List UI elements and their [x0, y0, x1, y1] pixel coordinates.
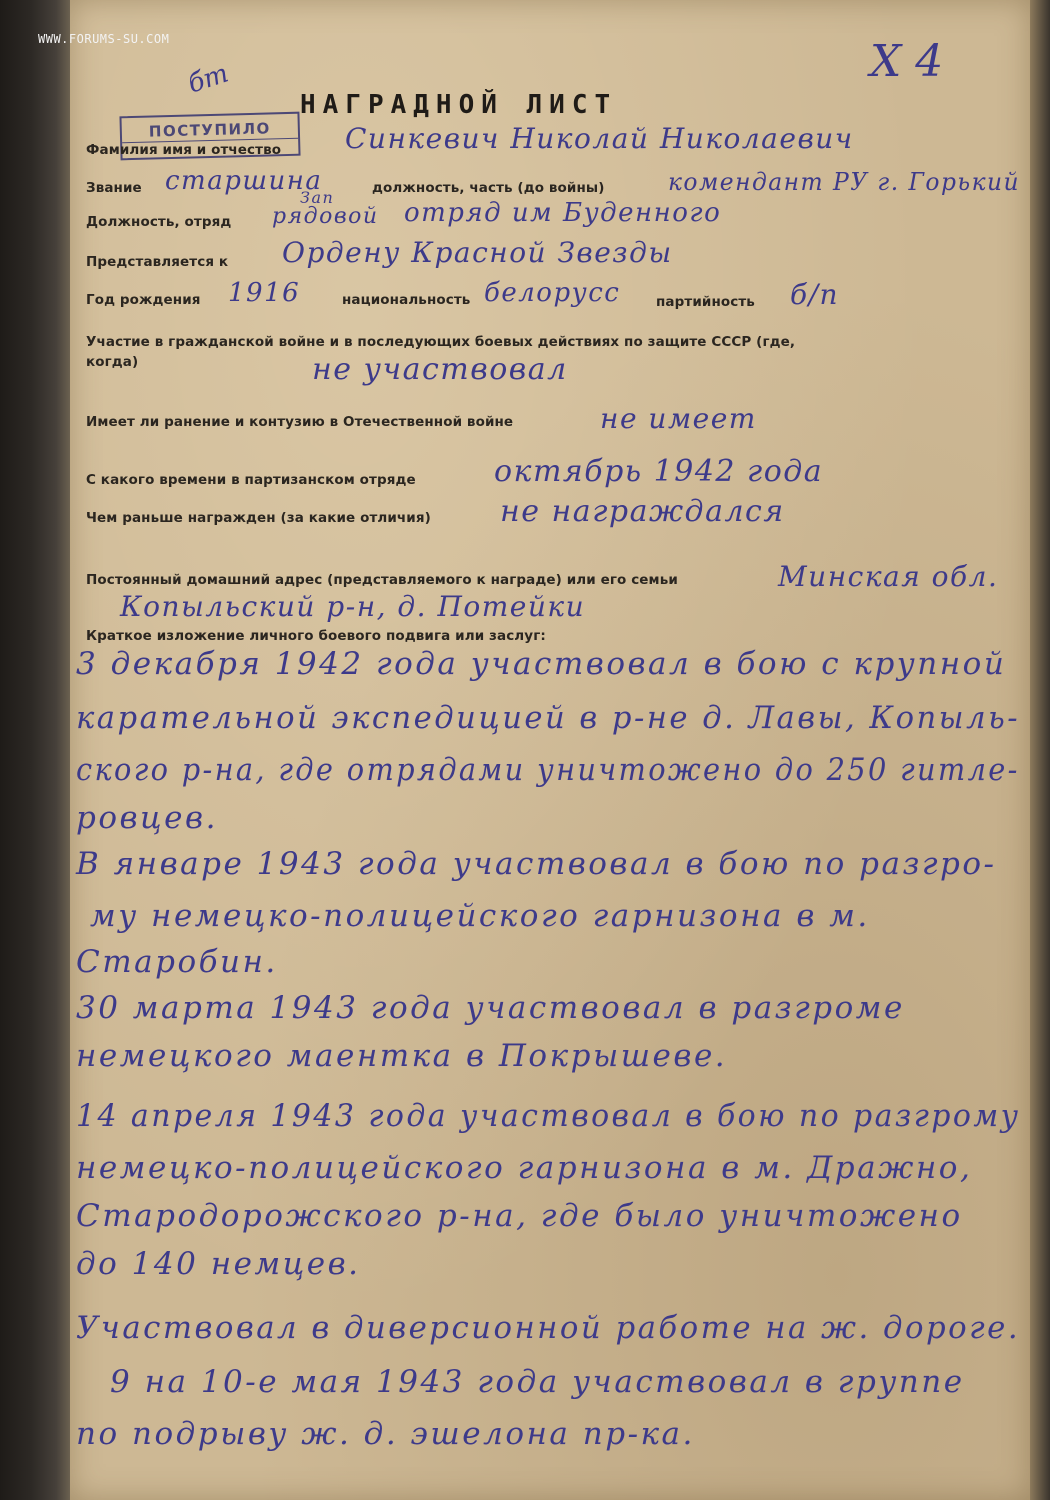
feat-line: ровцев.	[76, 800, 218, 836]
stamp-label: ПОСТУПИЛО	[148, 119, 272, 141]
civilwar-label-line1: Участие в гражданской войне и в последующих боевых действиях по защите СССР (где,	[86, 334, 796, 350]
feat-line: по подрыву ж. д. эшелона пр-ка.	[76, 1416, 695, 1452]
wound-label: Имеет ли ранение и контузию в Отечественной войне	[86, 414, 514, 430]
feat-line: до 140 немцев.	[76, 1246, 361, 1282]
address-value-line1: Минская обл.	[778, 560, 999, 593]
prior-awards-label: Чем раньше награжден (за какие отличия)	[86, 510, 431, 526]
feat-line: 14 апреля 1943 года участвовал в бою по разгрому	[76, 1098, 1021, 1134]
feat-line: 9 на 10-е мая 1943 года участвовал в группе	[110, 1364, 965, 1400]
feat-line: Стародорожского р-на, где было уничтожено	[76, 1198, 963, 1234]
feat-line: Участвовал в диверсионной работе на ж. дороге.	[76, 1310, 1021, 1346]
since-value: октябрь 1942 года	[494, 454, 824, 489]
civilwar-value: не участвовал	[312, 352, 568, 387]
feat-line: Старобин.	[76, 944, 278, 980]
party-label: партийность	[656, 294, 755, 310]
archive-binding	[0, 0, 70, 1500]
rank-value: старшина	[165, 166, 323, 196]
wound-value: не имеет	[600, 402, 757, 435]
nationality-value: белорусс	[484, 278, 621, 308]
award-value: Ордену Красной Звезды	[282, 236, 673, 269]
fio-label: Фамилия имя и отчество	[86, 142, 282, 158]
feat-line: немецко-полицейского гарнизона в м. Дражно,	[76, 1150, 973, 1186]
fio-value: Синкевич Николай Николаевич	[345, 122, 854, 155]
position-note: Зап	[300, 188, 335, 207]
unit-value: отряд им Буденного	[404, 198, 722, 228]
feat-line: карательной экспедицией в р-не д. Лавы, Копыль-	[76, 700, 1021, 736]
rank-label: Звание	[86, 180, 142, 196]
since-label: С какого времени в партизанском отряде	[86, 472, 416, 488]
party-value: б/п	[790, 278, 840, 311]
birth-label: Год рождения	[86, 292, 201, 308]
feat-line: 30 марта 1943 года участвовал в разгроме	[76, 990, 905, 1026]
address-label: Постоянный домашний адрес (представляемого к награде) или его семьи	[86, 572, 678, 588]
position-value: рядовой	[272, 204, 379, 229]
award-label: Представляется к	[86, 254, 229, 270]
corner-mark: Х 4	[870, 36, 944, 87]
address-value-line2: Копыльский р-н, д. Потейки	[120, 590, 586, 623]
feat-line: ского р-на, где отрядами уничтожено до 250 гитле-	[76, 752, 1020, 788]
prior-awards-value: не награждался	[500, 494, 785, 529]
watermark: WWW.FORUMS-SU.COM	[38, 32, 170, 46]
summary-label: Краткое изложение личного боевого подвига или заслуг:	[86, 628, 546, 644]
feat-line: В январе 1943 года участвовал в бою по разгро-	[76, 846, 997, 882]
document-title: НАГРАДНОЙ ЛИСТ	[300, 90, 618, 120]
feat-line: немецкого маентка в Покрышеве.	[76, 1038, 728, 1074]
civilwar-label-line2: когда)	[86, 354, 139, 370]
prewar-label: должность, часть (до войны)	[372, 180, 605, 196]
birth-value: 1916	[228, 278, 301, 308]
feat-line: 3 декабря 1942 года участвовал в бою с крупной	[76, 646, 1007, 682]
position-label: Должность, отряд	[86, 214, 232, 230]
feat-line: му немецко-полицейского гарнизона в м.	[90, 898, 870, 934]
stamp-handwritten-note: бт	[184, 58, 233, 100]
prewar-value: комендант РУ г. Горький	[668, 168, 1021, 196]
page-edge	[1030, 0, 1050, 1500]
nationality-label: национальность	[342, 292, 471, 308]
